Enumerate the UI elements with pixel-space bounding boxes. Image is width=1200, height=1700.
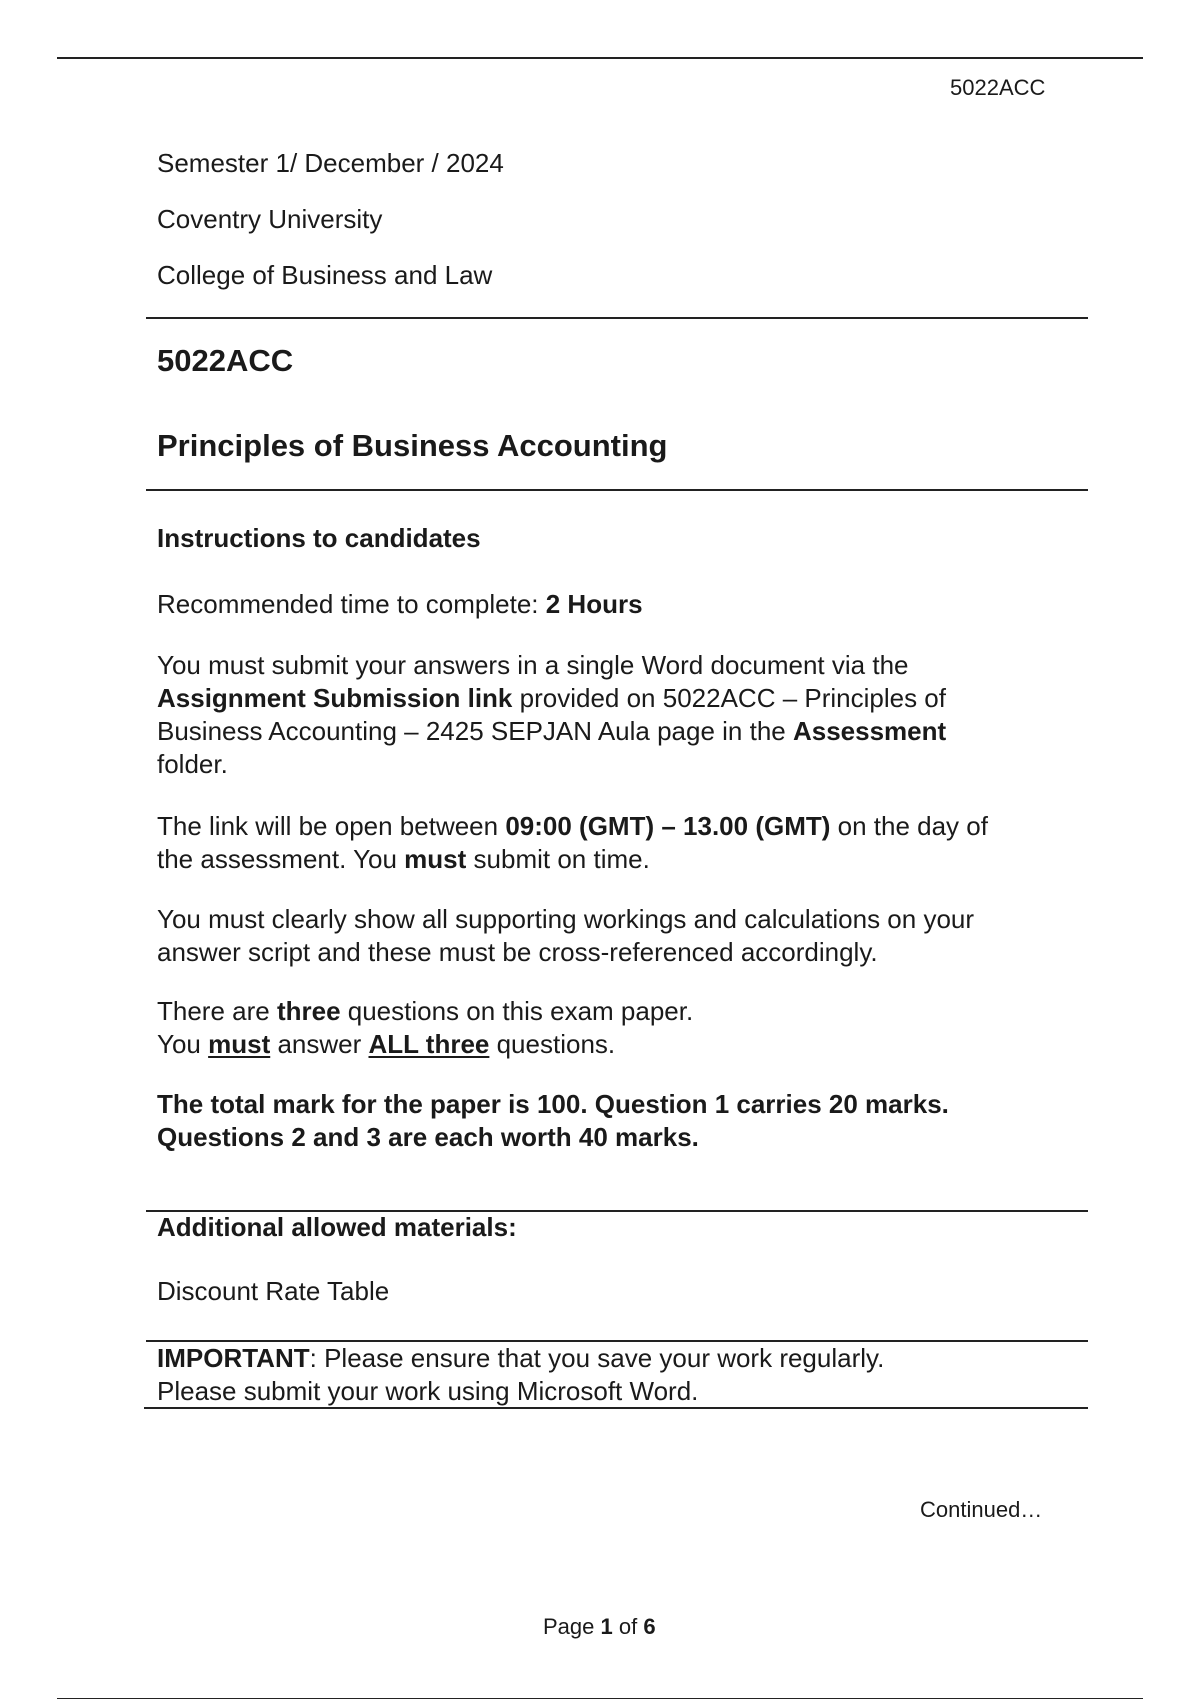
continued-label: Continued… — [920, 1497, 1043, 1522]
important-notice: IMPORTANT: Please ensure that you save your work regularly. Please submit your work using Microsoft Word. — [157, 1343, 885, 1406]
assignment-submission-link-label: Assignment Submission link — [157, 683, 513, 713]
divider-2 — [146, 489, 1088, 491]
materials-heading: Additional allowed materials: — [157, 1212, 517, 1242]
workings-paragraph: You must clearly show all supporting workings and calculations on your answer script and these must be cross-referenced accordingly. — [157, 904, 975, 967]
materials-item: Discount Rate Table — [157, 1276, 390, 1306]
questions-paragraph: There are three questions on this exam paper. You must answer ALL three questions. — [157, 996, 694, 1059]
marks-paragraph: The total mark for the paper is 100. Question 1 carries 20 marks. Questions 2 and 3 are each worth 40 marks. — [157, 1089, 949, 1152]
open-times: 09:00 (GMT) – 13.00 (GMT) — [505, 811, 831, 841]
link-window-paragraph: The link will be open between 09:00 (GMT) – 13.00 (GMT) on the day of the assessment. You must submit on time. — [157, 811, 988, 874]
submission-paragraph: You must submit your answers in a single Word document via the Assignment Submission link provided on 5022ACC – Principles of Business Accounting – 2425 SEPJAN Aula page in the Assessment folder. — [157, 650, 947, 779]
module-code: 5022ACC — [157, 343, 294, 378]
page-number: Page 1 of 6 — [543, 1614, 656, 1639]
instructions-heading: Instructions to candidates — [157, 523, 481, 553]
college-line: College of Business and Law — [157, 260, 493, 290]
time-value: 2 Hours — [545, 589, 643, 619]
module-title: Principles of Business Accounting — [157, 428, 668, 463]
divider-5 — [144, 1407, 1088, 1409]
recommended-time: Recommended time to complete: 2 Hours — [157, 589, 643, 619]
university-line: Coventry University — [157, 204, 383, 234]
semester-line: Semester 1/ December / 2024 — [157, 148, 504, 178]
important-label: IMPORTANT — [157, 1343, 310, 1373]
top-rule — [57, 57, 1143, 59]
bottom-rule — [57, 1698, 1143, 1699]
running-header-code: 5022ACC — [950, 75, 1046, 100]
divider-1 — [146, 317, 1088, 319]
